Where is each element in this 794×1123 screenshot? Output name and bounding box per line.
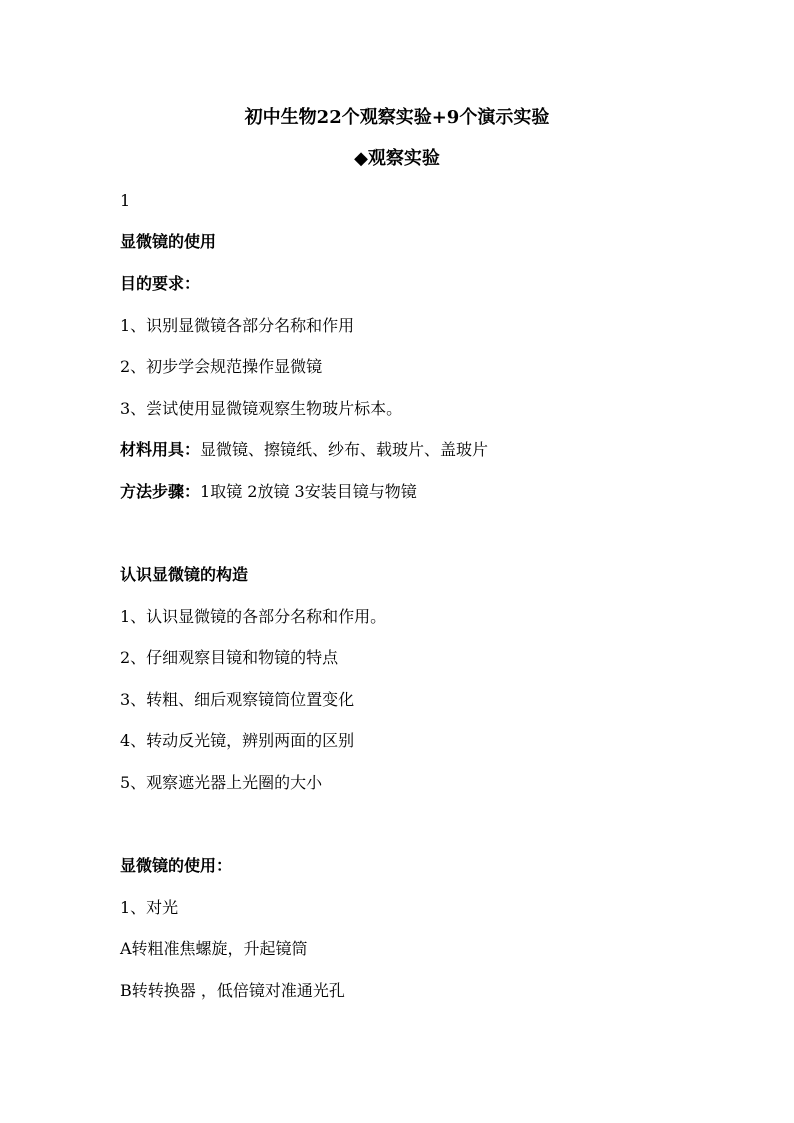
- structure-item: 3、转粗、细后观察镜筒位置变化: [120, 690, 355, 709]
- use-item: B转转换器 ，低倍镜对准通光孔: [120, 981, 345, 1000]
- section-heading-observation: ◆观察实验: [354, 148, 440, 169]
- steps-line: [120, 482, 417, 502]
- purpose-item: 2、初步学会规范操作显微镜: [120, 357, 323, 376]
- structure-item: 4、转动反光镜，辨别两面的区别: [120, 731, 355, 750]
- document-title: 初中生物22个观察实验+9个演示实验: [244, 107, 550, 128]
- purpose-label: 目的要求：: [120, 274, 201, 293]
- use-title: 显微镜的使用：: [120, 856, 233, 875]
- structure-title: 认识显微镜的构造: [120, 565, 249, 584]
- materials-label: 材料用具：: [120, 440, 201, 459]
- experiment-title: 显微镜的使用: [120, 232, 217, 251]
- materials-text: 显微镜、擦镜纸、纱布、载玻片、盖玻片: [200, 440, 489, 459]
- structure-item: 5、观察遮光器上光圈的大小: [120, 773, 323, 792]
- use-item: A转粗准焦螺旋，升起镜筒: [120, 939, 308, 958]
- use-item: 1、对光: [120, 898, 179, 917]
- purpose-item: 3、尝试使用显微镜观察生物玻片标本。: [120, 399, 403, 418]
- steps-text: 1取镜 2放镜 3安装目镜与物镜: [200, 482, 417, 501]
- experiment-number: 1: [120, 191, 131, 210]
- purpose-item: 1、识别显微镜各部分名称和作用: [120, 316, 355, 335]
- steps-label: 方法步骤：: [120, 482, 201, 501]
- structure-item: 1、认识显微镜的各部分名称和作用。: [120, 607, 387, 626]
- materials-line: [120, 440, 488, 460]
- structure-item: 2、仔细观察目镜和物镜的特点: [120, 648, 339, 667]
